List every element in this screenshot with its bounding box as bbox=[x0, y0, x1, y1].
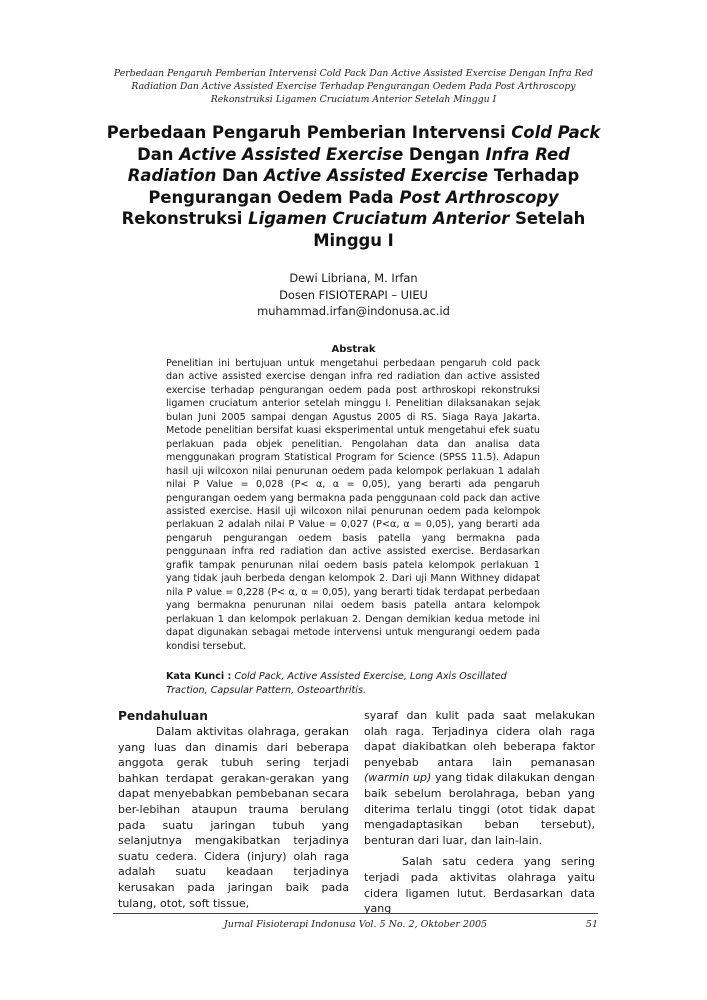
title-part: Perbedaan Pengaruh Pemberian Intervensi bbox=[106, 123, 512, 142]
text-run: yang tidak dilakukan dengan baik sebelum berolahraga, beban yang diterima terlalu tinggi (otot tidak dapat mengadaptasikan beban tersebut), benturan dari luar, dan lain-lain. bbox=[364, 771, 595, 847]
text-run-italic: (warmin up) bbox=[364, 771, 432, 785]
paper-title bbox=[95, 122, 612, 251]
title-italic-part: Infra Red Radiation bbox=[127, 144, 570, 185]
title-part: Dan bbox=[216, 166, 265, 185]
footer-divider bbox=[113, 913, 598, 914]
title-italic-part: Cold Pack bbox=[511, 123, 601, 142]
author-email: muhammad.irfan@indonusa.ac.id bbox=[257, 304, 450, 318]
title-italic-part: Ligamen Cruciatum Anterior bbox=[248, 209, 510, 228]
author-block bbox=[150, 270, 557, 320]
author-names: Dewi Libriana, M. Irfan bbox=[289, 271, 418, 285]
intro-paragraph-2: Salah satu cedera yang sering terjadi pada aktivitas olahraga yaitu cidera ligamen lutut. Berdasarkan data yang bbox=[364, 855, 595, 916]
abstract-heading: Abstrak bbox=[331, 344, 376, 355]
right-column bbox=[364, 708, 595, 917]
intro-paragraph-1: Dalam aktivitas olahraga, gerakan yang luas dan dinamis dari beberapa anggota gerak tubuh sering terjadi bahkan terdapat gerakan-gerakan yang dapat menyebabkan pembebanan secara ber-lebihan ataupun trauma berulang pada suatu jaringan tubuh yang selanjutnya mengakibatkan terjadinya suatu cedera. Cidera (injury) olah raga adalah suatu keadaan terjadinya kerusakan pada jaringan baik pada tulang, otot, soft tissue, bbox=[118, 725, 349, 910]
footer-journal: Jurnal Fisioterapi Indonusa Vol. 5 No. 2, Oktober 2005 bbox=[223, 919, 488, 930]
section-heading-pendahuluan: Pendahuluan bbox=[118, 709, 208, 723]
text-run: syaraf dan kulit pada saat melakukan olah raga. Terjadinya cidera olah raga dapat diakibatkan oleh beberapa faktor penyebab antara lain pemanasan bbox=[364, 709, 595, 769]
title-italic-part: Active Assisted Exercise bbox=[179, 144, 404, 164]
title-part: Terhadap Pengurangan Oedem Pada bbox=[148, 166, 580, 207]
keywords bbox=[166, 670, 540, 698]
keywords-text: Cold Pack, Active Assisted Exercise, Long Axis Oscillated Traction, Capsular Pattern, Osteoarthritis. bbox=[166, 671, 507, 696]
title-part: Rekonstruksi bbox=[121, 209, 249, 228]
abstract-text: Penelitian ini bertujuan untuk mengetahui perbedaan pengaruh cold pack dan active assisted exercise dengan infra red radiation dan active assisted exercise terhadap pengurangan oedem pada post arthroskopi rekonstruksi ligamen cruciatum anterior setelah minggu I. Penelitian dilaksanakan sejak bulan Juni 2005 sampai dengan Agustus 2005 di RS. Siaga Raya Jakarta. Metode penelitian bersifat kuasi eksperimental untuk mengetahui efek suatu perlakuan pada objek penelitian. Pengolahan data dan analisa data menggunakan program Statistical Program for Science (SPSS 11.5). Adapun hasil uji wilcoxon nilai penurunan oedem pada kelompok perlakuan 1 adalah nilai P Value = 0,028 (P< α, α = 0,05), yang berarti ada pengaruh pengurangan oedem yang bermakna pada penggunaan cold pack dan active assisted exercise. Hasil uji wilcoxon nilai penurunan oedem pada kelompok perlakuan 2 adalah nilai P Value = 0,027 (P<α, α = 0,05), yang berarti ada pengaruh pengurangan oedem basis patella yang bermakna pada penggunaan infra red radiation dan active assisted exercise. Berdasarkan grafik tampak penurunan nilai oedem basis patela kelompok perlakuan 1 yang tidak jauh berbeda dengan kelompok 2. Dari uji Mann Withney didapat nila P value = 0,228 (P< α, α = 0,05), yang berarti tidak terdapat perbedaan yang bermakna penurunan nilai oedem basis patella antara kelompok perlakuan 1 dan kelompok perlakuan 2. Dengan demikian kedua metode ini dapat digunakan sebagai metode intervensi untuk mengurangi oedem pada kondisi tersebut. bbox=[166, 358, 540, 652]
left-column bbox=[118, 708, 349, 911]
title-part: Setelah Minggu I bbox=[313, 209, 586, 250]
keywords-label: Kata Kunci : bbox=[166, 671, 232, 682]
title-italic-part: Post Arthroscopy bbox=[399, 187, 559, 207]
author-affiliation: Dosen FISIOTERAPI – UIEU bbox=[279, 287, 428, 302]
running-head: Perbedaan Pengaruh Pemberian Intervensi Cold Pack Dan Active Assisted Exercise Dengan Infra Red Radiation Dan Active Assisted Exercise Terhadap Pengurangan Oedem Pada Post Arthroscopy Rekonstruksi Ligamen Cruciatum Anterior Setelah Minggu I bbox=[113, 68, 594, 105]
title-part: Dengan bbox=[403, 144, 486, 164]
title-italic-part: Active Assisted Exercise bbox=[264, 166, 489, 185]
intro-paragraph-continued bbox=[364, 708, 595, 848]
page-number: 51 bbox=[585, 919, 598, 930]
title-part: Dan bbox=[137, 144, 180, 164]
